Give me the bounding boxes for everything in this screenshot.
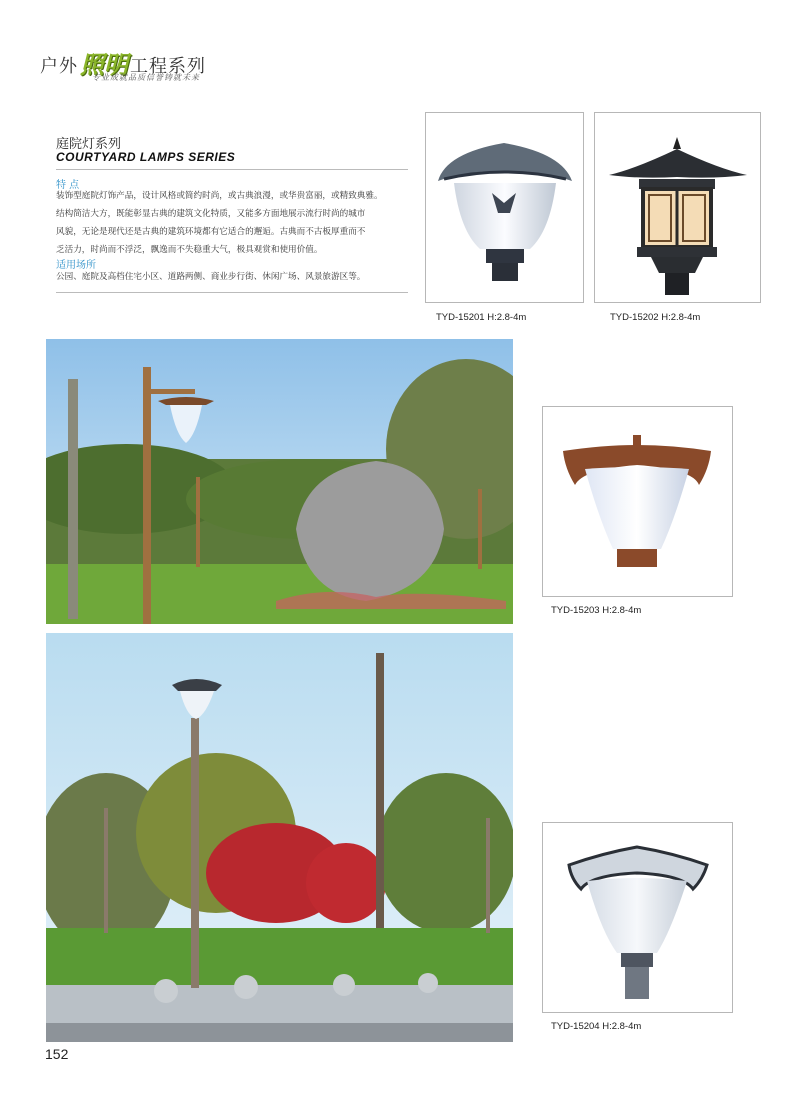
lamp-pavilion-roof-icon [543,407,732,596]
section-title-cn: 庭院灯系列 [56,137,122,152]
product-image-tyd-15202 [594,112,761,303]
divider-bottom [56,292,408,293]
installation-photo-park [46,339,513,624]
brand-slogan: 专业成就品质信誉铸就未来 [92,73,200,82]
plaza-scene-image [46,633,513,1042]
features-body [56,187,408,259]
features-line: 装饰型庭院灯饰产品，设计风格或简约时尚，或古典浪漫，或华贵富丽，或精致典雅。 [56,191,383,201]
features-line: 风貌，无论是现代还是古典的建筑环境都有它适合的邂逅。古典而不古板厚重而不 [56,227,366,237]
usage-heading: 适用场所 [56,260,96,271]
lamp-modern-cone-icon [426,113,583,302]
brand-text-highlight: 照明 [80,50,128,79]
product-image-tyd-15203 [542,406,733,597]
page-number: 152 [45,1046,69,1062]
section-title-en: COURTYARD LAMPS SERIES [56,150,236,164]
brand-text-right: 工程系列 [130,56,206,77]
product-code: TYD-15202 H:2.8-4m [610,312,701,323]
product-code: TYD-15203 H:2.8-4m [551,605,642,616]
product-image-tyd-15201 [425,112,584,303]
divider-top [56,169,408,170]
park-scene-image [46,339,513,624]
product-image-tyd-15204 [542,822,733,1013]
brand-text-left: 户外 [40,56,78,77]
usage-body: 公园、庭院及高档住宅小区、道路两侧、商业步行街、休闲广场、风景旅游区等。 [56,272,366,282]
installation-photo-plaza [46,633,513,1042]
product-code: TYD-15204 H:2.8-4m [551,1021,642,1032]
features-line: 结构简洁大方，既能彰显古典的建筑文化特质，又能多方面地展示流行时尚的城市 [56,209,366,219]
lamp-flared-shade-icon [543,823,732,1012]
lamp-pagoda-lantern-icon [595,113,760,302]
product-code: TYD-15201 H:2.8-4m [436,312,527,323]
features-line: 乏活力，时尚而不浮泛，飘逸而不失稳重大气，极具观赏和使用价值。 [56,245,323,255]
features-heading: 特 点 [56,180,80,191]
